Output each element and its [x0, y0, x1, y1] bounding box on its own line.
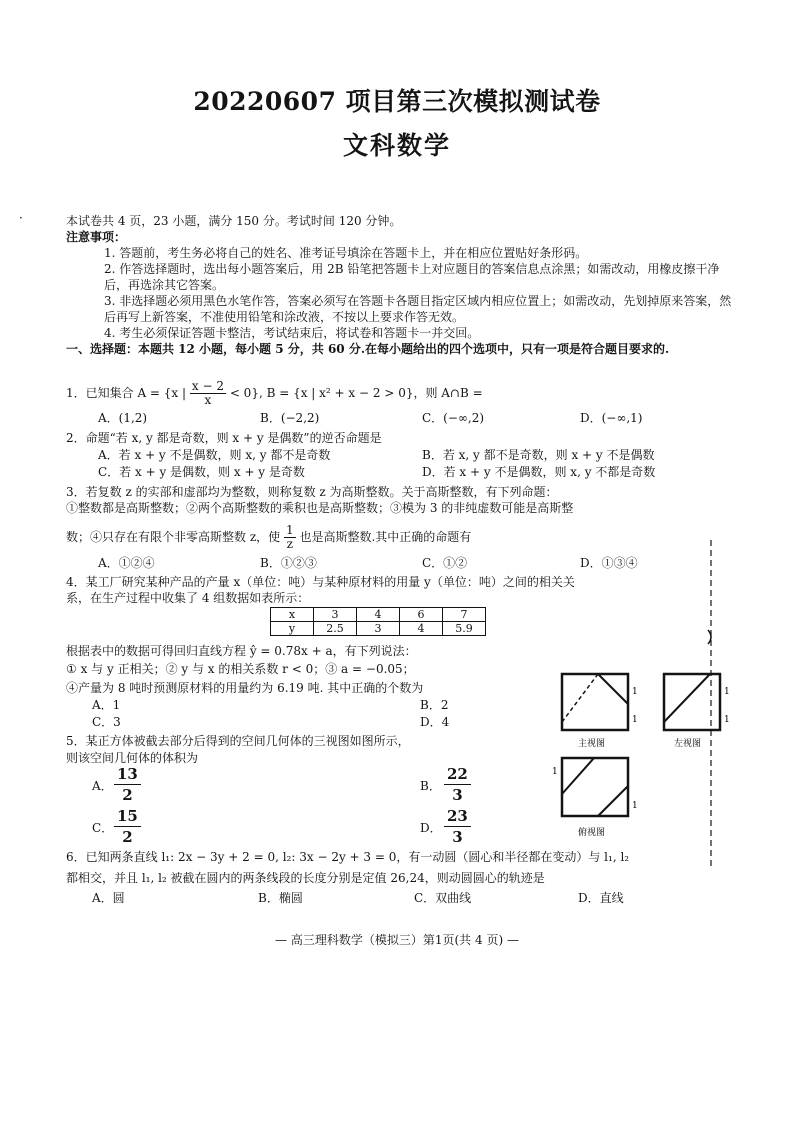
- question-2-option-a: A．若 x + y 不是偶数，则 x, y 都不是奇数: [98, 448, 331, 462]
- fraction-numerator: 13: [114, 764, 141, 785]
- question-5-line-1: 5．某正方体被截去部分后得到的空间几何体的三视图如图所示，: [66, 734, 410, 748]
- question-4-line-1: 4．某工厂研究某种产品的产量 x（单位：吨）与某种原材料的用量 y（单位：吨）之间的相关关: [66, 575, 575, 589]
- table-cell: 4: [400, 622, 443, 636]
- question-2-option-c: C．若 x + y 是偶数，则 x + y 是奇数: [98, 465, 305, 479]
- table-cell: 6: [400, 608, 443, 622]
- fraction-numerator: 22: [444, 764, 471, 785]
- question-3-option-a: A．①②④: [98, 556, 155, 570]
- fraction-denominator: 2: [122, 786, 133, 804]
- question-6-option-b: B．椭圆: [258, 891, 303, 905]
- question-3-line-3: [66, 524, 471, 551]
- question-5-option-d-fraction: [444, 806, 471, 847]
- question-1-fraction: [190, 380, 226, 407]
- exam-title: 20220607 项目第三次模拟测试卷: [193, 87, 601, 116]
- table-cell: 7: [443, 608, 486, 622]
- question-1-stem: [66, 380, 483, 407]
- fraction-denominator: 3: [452, 786, 463, 804]
- question-5-option-b-label: B．: [420, 779, 441, 793]
- section-heading: 一、选择题：本题共 12 小题，每小题 5 分，共 60 分.在每小题给出的四个选项中，只有一项是符合题目要求的.: [66, 342, 670, 356]
- fraction-numerator: 23: [444, 806, 471, 827]
- top-view-edge: [598, 786, 628, 816]
- fraction-denominator: x: [204, 393, 212, 407]
- fraction-denominator: 3: [452, 828, 463, 846]
- table-cell: y: [271, 622, 314, 636]
- question-5-option-a-label: A．: [92, 779, 113, 793]
- data-table: [270, 607, 486, 636]
- front-view-edge: [598, 674, 628, 704]
- fraction-numerator: 15: [114, 806, 141, 827]
- stray-mark: ·: [19, 211, 23, 225]
- question-5-option-c-fraction: [114, 806, 141, 847]
- table-cell: 3: [357, 622, 400, 636]
- question-4-option-c: C．3: [92, 715, 121, 729]
- fraction-denominator: z: [286, 537, 293, 551]
- question-5-option-b-fraction: [444, 764, 471, 805]
- side-view-label: 左视图: [674, 739, 702, 749]
- question-3-fraction: [284, 524, 296, 551]
- question-1-option-c: C．(−∞,2): [422, 411, 485, 425]
- instruction-item-2: 2. 作答选择题时，选出每小题答案后，用 2B 铅笔把答题卡上对应题目的答案信息点涂黑；如需改动，用橡皮擦干净后，再选涂其它答案。: [104, 262, 720, 292]
- table-cell: x: [271, 608, 314, 622]
- front-view-label: 主视图: [578, 739, 606, 749]
- table-row: [271, 622, 486, 636]
- table-cell: 4: [357, 608, 400, 622]
- side-view-edge-label: 1: [724, 715, 730, 725]
- top-view: [552, 758, 638, 838]
- front-view-edge-label: 1: [632, 687, 638, 697]
- question-6-option-d: D．直线: [578, 891, 624, 905]
- question-1-stem-part: < 0}, B = {x | x² + x − 2 > 0}，则 A∩B =: [229, 386, 483, 400]
- binding-line: [700, 540, 722, 870]
- question-3-option-d: D．①③④: [580, 556, 638, 570]
- question-2-option-d: D．若 x + y 不是偶数，则 x, y 不都是奇数: [422, 465, 656, 479]
- top-view-label: 俯视图: [578, 828, 606, 838]
- top-view-edge-label: 1: [552, 767, 558, 777]
- question-3-line-3-part: 数；④只存在有限个非零高斯整数 z，使: [66, 530, 281, 544]
- fraction-numerator: x − 2: [191, 379, 224, 393]
- question-4-line-2: 系，在生产过程中收集了 4 组数据如表所示：: [66, 591, 310, 605]
- question-3-line-3-part: 也是高斯整数.其中正确的命题有: [299, 530, 472, 544]
- question-5-option-d-label: D．: [420, 821, 442, 835]
- question-4-option-d: D．4: [420, 715, 450, 729]
- fraction-denominator: 2: [122, 828, 133, 846]
- question-4-line-4: ① x 与 y 正相关；② y 与 x 的相关系数 r < 0；③ a = −0.05；: [66, 662, 415, 676]
- question-6-option-a: A．圆: [92, 891, 125, 905]
- instructions-heading: 注意事项：: [66, 230, 127, 244]
- question-6-line-2: 都相交，并且 l₁, l₂ 被截在圆内的两条线段的长度分别是定值 26,24，则动圆圆心的轨迹是: [66, 871, 545, 885]
- question-3-option-c: C．①②: [422, 556, 468, 570]
- top-view-edge: [562, 758, 594, 794]
- table-cell: 5.9: [443, 622, 486, 636]
- question-2-option-b: B．若 x, y 都不是奇数，则 x + y 不是偶数: [422, 448, 655, 462]
- question-6-option-c: C．双曲线: [414, 891, 472, 905]
- question-6-line-1: 6．已知两条直线 l₁: 2x − 3y + 2 = 0, l₂: 3x − 2y + 3 = 0，有一动圆（圆心和半径都在变动）与 l₁, l₂: [66, 850, 630, 864]
- question-3-line-1: 3．若复数 z 的实部和虚部均为整数，则称复数 z 为高斯整数。关于高斯整数，有下列命题：: [66, 485, 558, 499]
- front-view-edge-label: 1: [632, 715, 638, 725]
- question-3-option-b: B．①②③: [260, 556, 317, 570]
- fraction-numerator: 1: [285, 523, 294, 537]
- table-cell: 2.5: [314, 622, 357, 636]
- question-4-option-b: B．2: [420, 698, 449, 712]
- front-view: [562, 674, 638, 749]
- question-4-line-3: 根据表中的数据可得回归直线方程 ŷ = 0.78x + a，有下列说法：: [66, 644, 417, 658]
- question-1-option-a: A．(1,2): [98, 411, 148, 425]
- question-1-option-d: D．(−∞,1): [580, 411, 643, 425]
- question-2-stem: 2．命题“若 x, y 都是奇数，则 x + y 是偶数”的逆否命题是: [66, 431, 382, 445]
- top-view-outline: [562, 758, 628, 816]
- front-view-hidden-edge: [562, 674, 598, 722]
- question-1-option-b: B．(−2,2): [260, 411, 320, 425]
- question-1-stem-part: 1．已知集合 A = {x |: [66, 386, 187, 400]
- question-4-line-5: ④产量为 8 吨时预测原材料的用量约为 6.19 吨. 其中正确的个数为: [66, 681, 424, 695]
- table-row: [271, 608, 486, 622]
- question-4-option-a: A．1: [92, 698, 121, 712]
- exam-intro: 本试卷共 4 页，23 小题，满分 150 分。考试时间 120 分钟。: [66, 214, 402, 228]
- top-view-edge-label: 1: [632, 801, 638, 811]
- question-5-line-2: 则该空间几何体的体积为: [66, 751, 199, 765]
- page-footer: — 高三理科数学（模拟三）第1页(共 4 页) —: [275, 933, 519, 947]
- exam-subject: 文科数学: [342, 131, 451, 160]
- question-5-option-a-fraction: [114, 764, 141, 805]
- instruction-item-1: 1. 答题前，考生务必将自己的姓名、准考证号填涂在答题卡上，并在相应位置贴好条形码。: [104, 246, 588, 260]
- table-cell: 3: [314, 608, 357, 622]
- question-5-option-c-label: C．: [92, 821, 114, 835]
- side-view-edge-label: 1: [724, 687, 730, 697]
- instruction-item-3: 3. 非选择题必须用黑色水笔作答，答案必须写在答题卡各题目指定区域内相应位置上；如需改动，先划掉原来答案，然后再写上新答案，不准使用铅笔和涂改液，不按以上要求作答无效。: [104, 294, 732, 324]
- instruction-item-4: 4. 考生必须保证答题卡整洁，考试结束后，将试卷和答题卡一并交回。: [104, 326, 480, 340]
- front-view-outline: [562, 674, 628, 730]
- question-3-line-2: ①整数都是高斯整数；②两个高斯整数的乘积也是高斯整数；③模为 3 的非纯虚数可能是高斯整: [66, 501, 574, 515]
